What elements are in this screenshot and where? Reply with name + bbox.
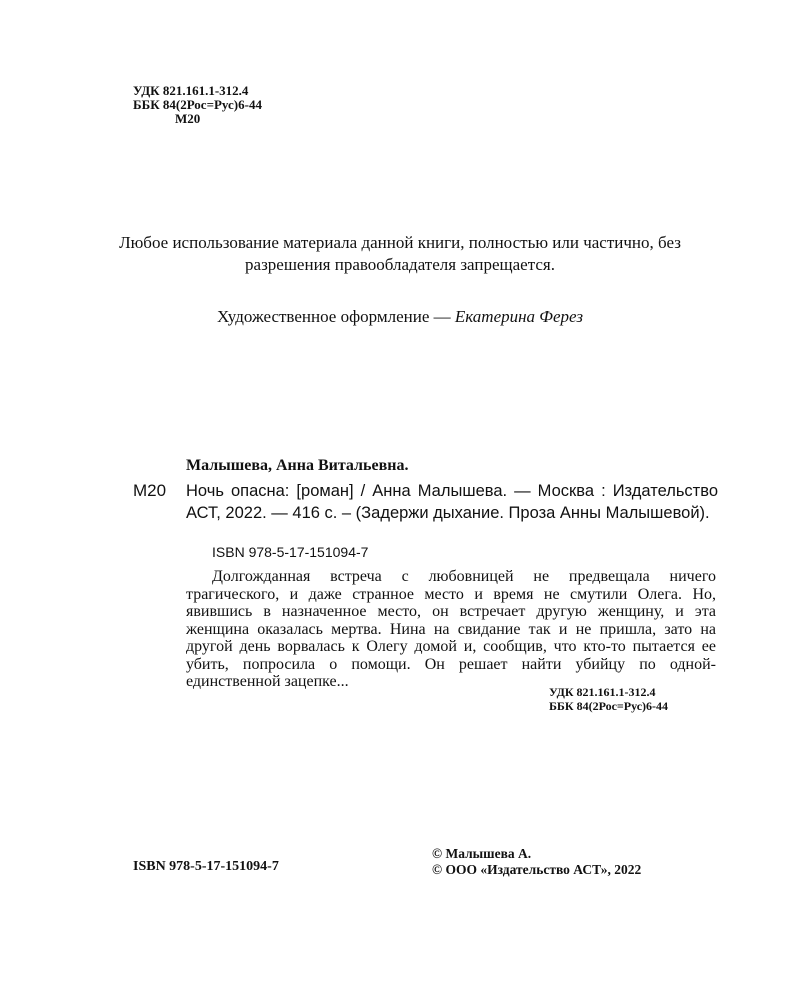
udk-code-bottom: УДК 821.161.1-312.4 — [549, 685, 656, 699]
classification-block-bottom — [549, 685, 668, 713]
bibliographic-isbn: ISBN 978-5-17-151094-7 — [212, 544, 369, 560]
rights-notice: Любое использование материала данной книги, полностью или частично, без разрешения правообладателя запрещается. — [119, 233, 681, 274]
design-credit-label: Художественное оформление — — [217, 307, 455, 326]
copyright-block — [432, 846, 641, 878]
footer-isbn: ISBN 978-5-17-151094-7 — [133, 859, 279, 874]
book-annotation: Долгожданная встреча с любовницей не предвещала ничего трагического, и даже странное место и время не смутили Олега. Но, явившись в назначенное место, он встречает другую женщину, и эта женщина оказалась мертва. Нина на свидание так и не пришла, зато на другой день ворвалась к Олегу домой и, сообщив, что кто-то пытается ее убить, попросила о помощи. Он решает найти убийцу по одной-единственной зацепке... — [186, 568, 716, 690]
design-credit — [100, 306, 700, 328]
classification-block-top — [133, 84, 262, 126]
bibliographic-description: Ночь опасна: [роман] / Анна Малышева. — Москва : Издательство АСТ, 2022. — 416 с. – (Задержи дыхание. Проза Анны Малышевой). — [186, 482, 718, 522]
author-mark: М20 — [175, 111, 201, 126]
bibliographic-author-mark: М20 — [133, 481, 167, 500]
bibliographic-author: Малышева, Анна Витальевна. — [186, 457, 409, 474]
bbk-code: ББК 84(2Рос=Рус)6-44 — [133, 97, 262, 112]
copyright-author: © Малышева А. — [432, 846, 532, 861]
copyright-publisher: © ООО «Издательство АСТ», 2022 — [432, 862, 642, 877]
udk-code: УДК 821.161.1-312.4 — [133, 83, 249, 98]
bbk-code-bottom: ББК 84(2Рос=Рус)6-44 — [549, 699, 669, 713]
design-credit-artist: Екатерина Ферез — [454, 307, 583, 326]
